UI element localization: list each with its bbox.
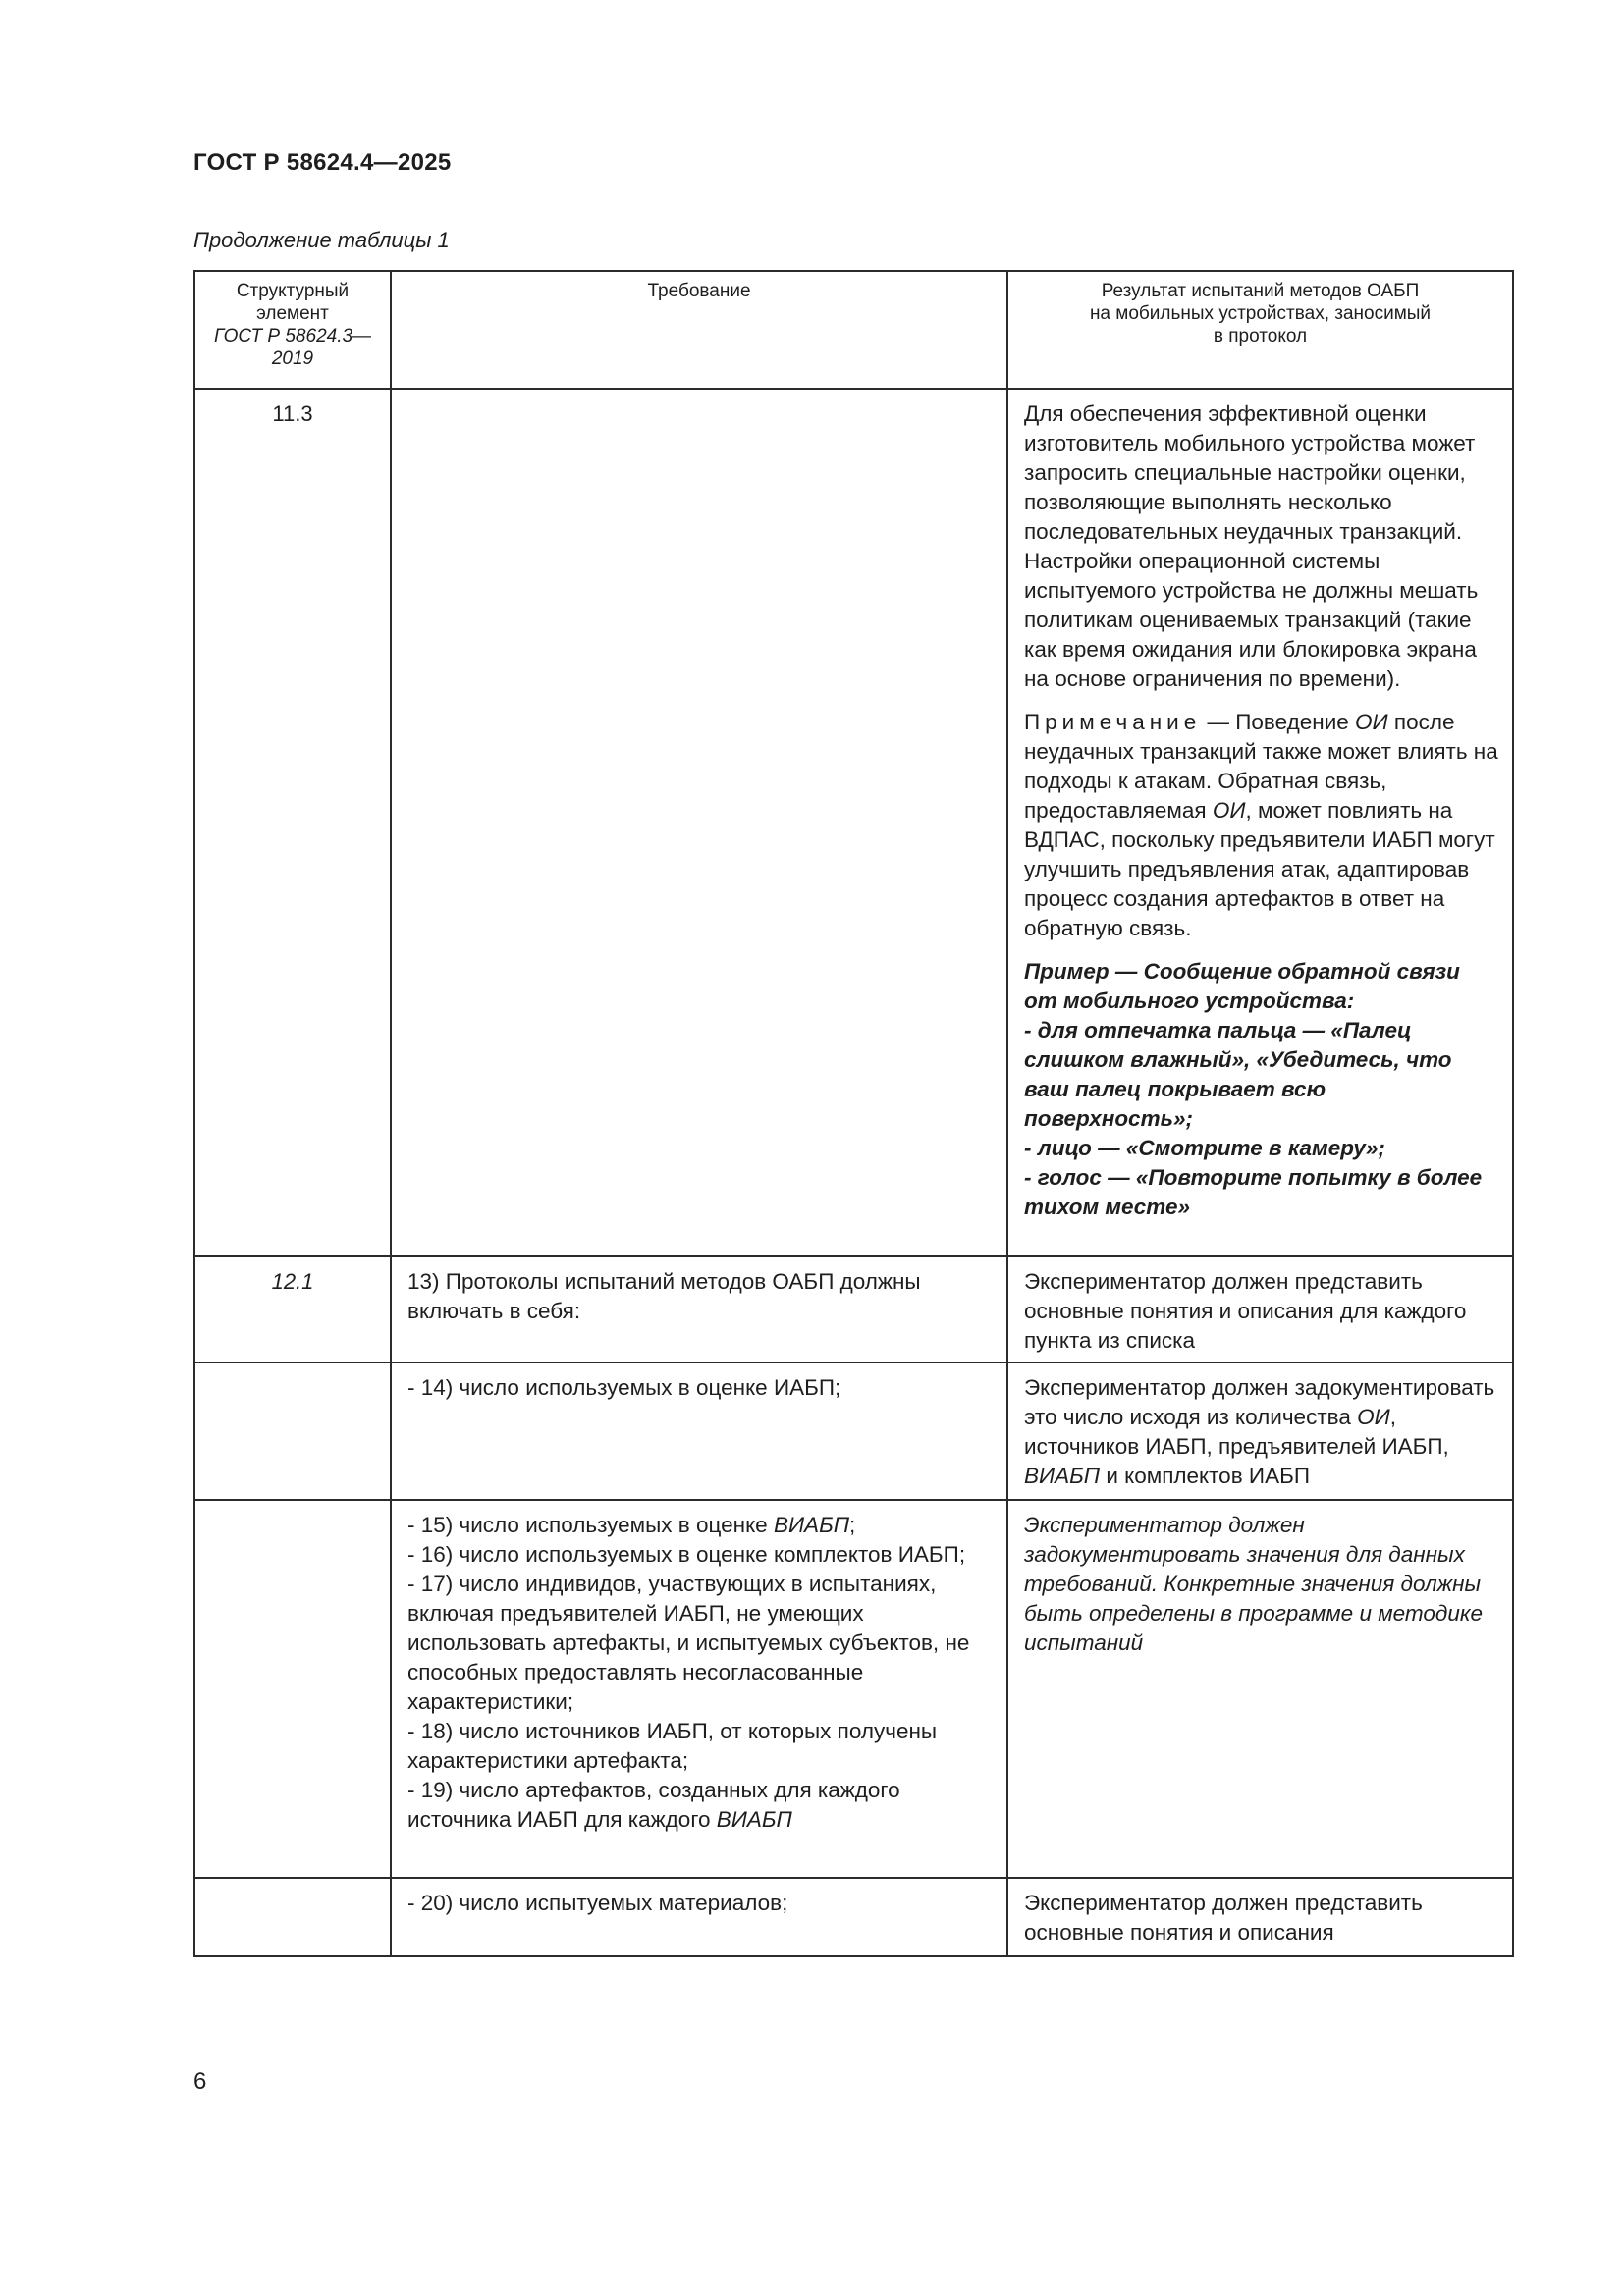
- page-number: 6: [193, 2068, 207, 2095]
- row-element-empty: [194, 1362, 391, 1500]
- row-element-11-3: 11.3: [194, 389, 391, 1256]
- note-text: после неудачных транзакций также может влиять на подходы к атакам. Обратная связь, предоставляемая: [1024, 710, 1498, 823]
- table-row: [194, 1878, 1513, 1956]
- result-viabp: ВИАБП: [1024, 1464, 1101, 1488]
- row-result-14: [1007, 1362, 1513, 1500]
- requirements-table: [193, 270, 1514, 1957]
- example-block: [1024, 957, 1498, 1222]
- header-result: [1007, 271, 1513, 389]
- note-label: Примечание: [1024, 710, 1202, 734]
- header-col3-line2: на мобильных устройствах, заносимый: [1089, 303, 1432, 324]
- row-result-20: Экспериментатор должен представить основные понятия и описания: [1007, 1878, 1513, 1956]
- row-element-empty: [194, 1500, 391, 1878]
- note-oi: ОИ: [1212, 798, 1246, 823]
- header-col3-line1: Результат испытаний методов ОАБП: [1101, 281, 1420, 301]
- req-item-16: - 16) число используемых в оценке комплектов ИАБП;: [407, 1542, 966, 1567]
- req-item-17: - 17) число индивидов, участвующих в испытаниях, включая предъявителей ИАБП, не умеющих использовать артефакты, и испытуемых субъектов, не способных предоставлять несогласованные характеристики;: [407, 1572, 970, 1714]
- row-element-empty: [194, 1878, 391, 1956]
- result-text: и комплектов ИАБП: [1100, 1464, 1311, 1488]
- header-requirement: Требование: [391, 271, 1007, 389]
- row-result-11-3: [1007, 389, 1513, 1256]
- row-result-13: Экспериментатор должен представить основные понятия и описания для каждого пункта из списка: [1007, 1256, 1513, 1362]
- row-requirement-13: 13) Протоколы испытаний методов ОАБП должны включать в себя:: [391, 1256, 1007, 1362]
- table-row: [194, 1500, 1513, 1878]
- row-result-15-19: Экспериментатор должен задокументировать значения для данных требований. Конкретные значения должны быть определены в программе и методике испытаний: [1007, 1500, 1513, 1878]
- example-line: - голос — «Повторите попытку в более тихом месте»: [1024, 1165, 1483, 1219]
- note-paragraph: [1024, 708, 1498, 943]
- table-caption: Продолжение таблицы 1: [193, 228, 450, 252]
- row-requirement-20: - 20) число испытуемых материалов;: [391, 1878, 1007, 1956]
- row-element-12-1: 12.1: [194, 1256, 391, 1362]
- table-header-row: [194, 271, 1513, 389]
- req-item-19: - 19) число артефактов, созданных для каждого источника ИАБП для каждого ВИАБП: [407, 1778, 900, 1832]
- result-text: Экспериментатор должен задокументировать это число исходя из количества: [1024, 1375, 1495, 1429]
- note-text: — Поведение: [1201, 710, 1356, 734]
- example-line: Пример — Сообщение обратной связи от мобильного устройства:: [1024, 959, 1460, 1013]
- result-text: , источников ИАБП, предъявителей ИАБП,: [1024, 1405, 1449, 1459]
- header-col1-line1: Структурный: [236, 281, 350, 301]
- row-requirement-14: - 14) число используемых в оценке ИАБП;: [391, 1362, 1007, 1500]
- table-row: [194, 1256, 1513, 1362]
- header-col3-line3: в протокол: [1213, 326, 1308, 347]
- result-paragraph: Для обеспечения эффективной оценки изготовитель мобильного устройства может запросить специальные настройки оценки, позволяющие выполнять несколько последовательных неудачных транзакций. Настройки операционной системы испытуемого устройства не должны мешать политикам оцениваемых транзакций (такие как время ожидания или блокировка экрана на основе ограничения по времени).: [1024, 401, 1479, 691]
- req-item-15: - 15) число используемых в оценке ВИАБП;: [407, 1513, 856, 1537]
- note-text: , может повлиять на ВДПАС, поскольку предъявители ИАБП могут улучшить предъявления атак, адаптировав процесс создания артефактов в ответ на обратную связь.: [1024, 798, 1495, 940]
- header-col1-line3: ГОСТ Р 58624.3—: [213, 326, 372, 347]
- header-col1-line4: 2019: [271, 348, 314, 369]
- document-code: ГОСТ Р 58624.4—2025: [193, 149, 452, 176]
- note-oi: ОИ: [1355, 710, 1388, 734]
- row-requirement-15-19: [391, 1500, 1007, 1878]
- req-item-18: - 18) число источников ИАБП, от которых получены характеристики артефакта;: [407, 1719, 938, 1773]
- result-oi: ОИ: [1357, 1405, 1390, 1429]
- header-structural-element: [194, 271, 391, 389]
- table-row: [194, 389, 1513, 1256]
- example-line: - лицо — «Смотрите в камеру»;: [1024, 1136, 1385, 1160]
- row-requirement-empty: [391, 389, 1007, 1256]
- example-line: - для отпечатка пальца — «Палец слишком влажный», «Убедитесь, что ваш палец покрывает всю поверхность»;: [1024, 1018, 1452, 1131]
- header-col1-line2: элемент: [256, 303, 329, 324]
- table-row: [194, 1362, 1513, 1500]
